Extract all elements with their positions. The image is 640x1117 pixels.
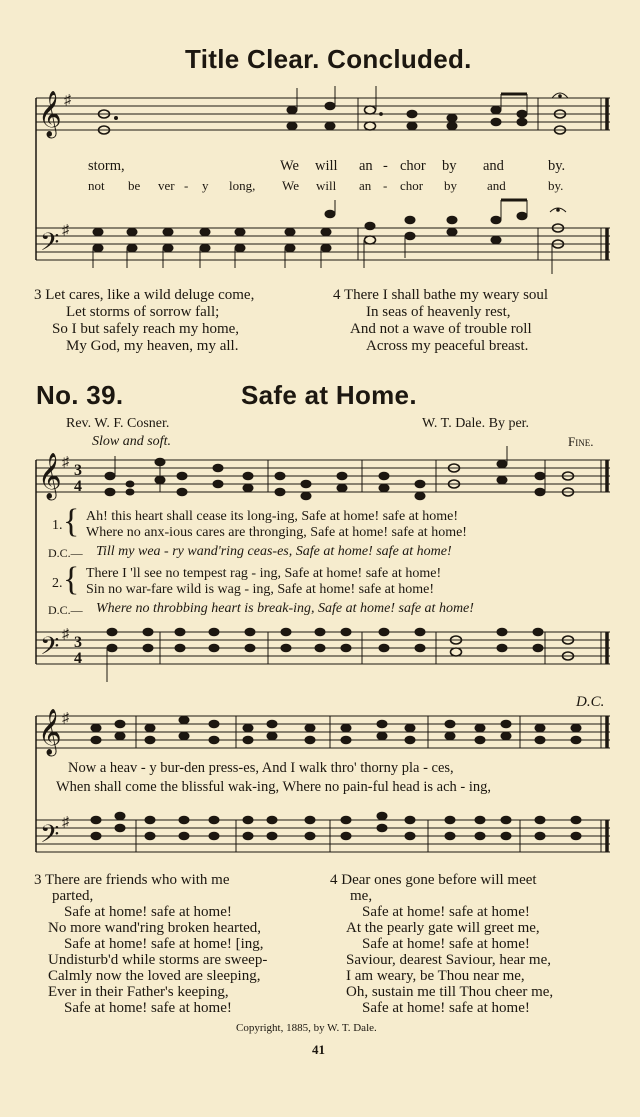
brace-icon: { [63,503,80,540]
fine-marking: Fine. [568,434,594,449]
svg-text:♯: ♯ [62,815,69,830]
dc-lyric-line: Till my wea - ry wand'ring ceas-es, Safe at home! safe at home! [96,544,452,559]
verse-line: Undisturb'd while storms are sweep- [48,952,268,968]
treble-clef-icon: 𝄞 [38,709,62,755]
brace-icon: { [63,561,80,598]
verse-line: Saviour, dearest Saviour, hear me, [346,952,551,968]
lyric-word: - [383,158,388,174]
lyric-word: by [444,178,457,193]
lyric-line: Now a heav - y bur-den press-es, And I walk thro' thorny pla - ces, [68,760,454,776]
verse-line: In seas of heavenly rest, [366,304,511,320]
bass-clef-icon: 𝄢 [40,228,60,263]
verse-line: 3 Let cares, like a wild deluge come, [34,287,255,303]
lyric-word: y [202,178,209,193]
hymn-number: No. 39. [36,380,124,410]
lyric-word: an [359,158,373,174]
lyric-word: and [483,158,504,174]
lyric-line: When shall come the blissful wak-ing, Where no pain-ful head is ach - ing, [56,779,492,795]
verse-line: Across my peaceful breast. [366,338,529,354]
verse-line: parted, [52,888,94,904]
lyric-word: long, [229,178,256,193]
bass-clef-icon: 𝄢 [40,820,60,855]
lyric-word: - [184,178,189,193]
lyric-word: by. [548,178,564,193]
lyric-word: storm, [88,158,125,174]
verse-line: My God, my heaven, my all. [66,338,239,354]
hymn-title: Safe at Home. [241,380,417,410]
verse-line: No more wand'ring broken hearted, [48,920,262,936]
treble-clef-icon: 𝄞 [38,453,62,499]
lyric-word: an [359,178,372,193]
svg-text:3: 3 [74,634,82,651]
svg-text:♯: ♯ [62,627,69,642]
verse-line: I am weary, be Thou near me, [346,968,525,984]
time-signature-bottom: 4 [74,478,82,495]
author-credit: Rev. W. F. Cosner. [66,416,170,431]
lyric-word: not [88,178,105,193]
verse-number: 2. [52,576,63,591]
lyric-word: We [280,158,299,174]
svg-text:♯: ♯ [62,223,69,238]
verse-line: At the pearly gate will greet me, [346,920,540,936]
lyric-word: - [383,178,388,193]
verse-line: Safe at home! safe at home! [362,1000,530,1016]
svg-text:♯: ♯ [62,711,69,726]
lyric-word: ver [158,178,175,193]
verse-line: Safe at home! safe at home! [362,904,530,920]
verse-line: Ever in their Father's keeping, [48,984,229,1000]
composer-credit: W. T. Dale. By per. [422,416,530,431]
lyric-line: Where no anx-ious cares are thronging, Safe at home! safe at home! [86,525,467,540]
copyright-notice: Copyright, 1885, by W. T. Dale. [236,1022,377,1034]
verse-line: Let storms of sorrow fall; [66,304,220,320]
tempo-marking: Slow and soft. [92,434,171,449]
lyric-line: Ah! this heart shall cease its long-ing, Safe at home! safe at home! [86,509,459,524]
lyric-line: There I 'll see no tempest rag - ing, Safe at home! safe at home! [86,566,442,581]
dc-label: D.C.— [48,603,83,617]
lyric-word: will [315,158,338,174]
lyric-word: by [442,158,457,174]
verse-line: Safe at home! safe at home! [ing, [64,936,264,952]
lyric-word: will [316,178,337,193]
lyric-word: chor [400,178,424,193]
lyric-word: chor [400,158,426,174]
verse-number: 1. [52,518,63,533]
verse-line: Safe at home! safe at home! [64,1000,232,1016]
verse-line: And not a wave of trouble roll [350,321,532,337]
verse-line: Safe at home! safe at home! [362,936,530,952]
svg-text:♯: ♯ [62,455,69,470]
verse-line: So I but safely reach my home, [52,321,240,337]
svg-text:4: 4 [74,650,82,667]
lyric-word: We [282,178,299,193]
treble-clef-icon: 𝄞 [38,91,62,137]
time-signature-top: 3 [74,462,82,479]
page-number: 41 [312,1042,325,1057]
lyric-word: and [487,178,506,193]
bass-clef-icon: 𝄢 [40,632,60,667]
verse-line: 4 Dear ones gone before will meet [330,872,537,888]
dc-marking: D.C. [576,694,605,710]
verse-line: Calmly now the loved are sleeping, [48,968,261,984]
lyric-word: by. [548,158,566,174]
lyric-word: be [128,178,141,193]
svg-text:♯: ♯ [64,93,71,108]
verse-line: 3 There are friends who with me [34,872,230,888]
verse-line: me, [350,888,373,904]
verse-line: Oh, sustain me till Thou cheer me, [346,984,554,1000]
dc-lyric-line: Where no throbbing heart is break-ing, Safe at home! safe at home! [96,601,474,616]
dc-label: D.C.— [48,546,83,560]
page-title: Title Clear. Concluded. [185,44,472,74]
lyric-line: Sin no war-fare wild is wag - ing, Safe at home! safe at home! [86,582,435,597]
verse-line: 4 There I shall bathe my weary soul [333,287,549,303]
verse-line: Safe at home! safe at home! [64,904,232,920]
